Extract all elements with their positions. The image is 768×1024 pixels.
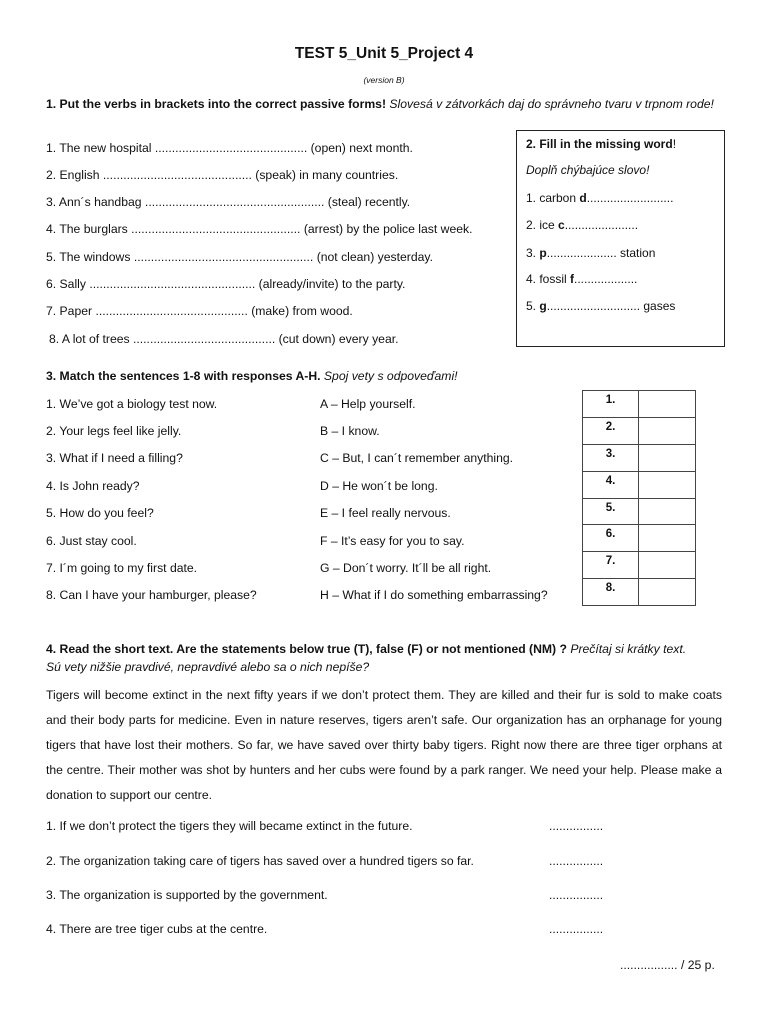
section1-item-4: 4. The burglars .................................................. (arrest) by the police last week.	[46, 222, 473, 236]
section2-item-3	[526, 246, 655, 260]
section1-heading-bold: 1. Put the verbs in brackets into the correct passive forms!	[46, 97, 387, 111]
statement-2-answer[interactable]: ................	[549, 854, 604, 868]
section1-item-7: 7. Paper ............................................. (make) from wood.	[46, 304, 353, 318]
answer-row	[583, 471, 696, 498]
response-c: C – But, I can´t remember anything.	[320, 451, 514, 465]
section2-item-4-letter: f	[570, 272, 575, 286]
section2-item-2-blank: ......................	[564, 218, 639, 232]
sentence-8: 8. Can I have your hamburger, please?	[46, 588, 257, 602]
section1-heading-italic: Slovesá v zátvorkách daj do správneho tvaru v trpnom rode!	[389, 97, 714, 111]
answer-row	[583, 391, 696, 418]
section2-heading	[526, 137, 676, 151]
answer-row	[583, 444, 696, 471]
section2-item-1-letter: d	[579, 191, 587, 205]
answer-number: 4.	[583, 471, 639, 498]
answer-cell[interactable]	[639, 391, 696, 418]
answer-number: 8.	[583, 579, 639, 606]
section2-item-5-blank: ............................ gases	[546, 299, 676, 313]
answer-cell[interactable]	[639, 579, 696, 606]
section4-heading	[46, 642, 686, 656]
answer-number: 6.	[583, 525, 639, 552]
response-d: D – He won´t be long.	[320, 479, 438, 493]
answer-cell[interactable]	[639, 552, 696, 579]
section2-item-5-letter: g	[539, 299, 547, 313]
response-h: H – What if I do something embarrassing?	[320, 588, 548, 602]
section3-heading-italic: Spoj vety s odpoveďami!	[323, 369, 458, 383]
response-g: G – Don´t worry. It´ll be all right.	[320, 561, 492, 575]
section1-item-3: 3. Ann´s handbag ..................................................... (steal) recently.	[46, 195, 411, 209]
statement-4: 4. There are tree tiger cubs at the centre.	[46, 922, 268, 936]
section4-heading-bold: 4. Read the short text. Are the statements below true (T), false (F) or not mentioned (NM) ?	[46, 642, 567, 656]
section2-item-4	[526, 272, 637, 286]
section1-item-2: 2. English ............................................ (speak) in many countries.	[46, 168, 399, 182]
version-label: (version B)	[363, 75, 405, 85]
answer-row	[583, 525, 696, 552]
section2-heading-bold: 2. Fill in the missing word	[526, 137, 673, 151]
section2-item-3-blank: ..................... station	[546, 246, 656, 260]
statement-2: 2. The organization taking care of tigers has saved over a hundred tigers so far.	[46, 854, 474, 868]
answer-number: 5.	[583, 498, 639, 525]
sentence-1: 1. We’ve got a biology test now.	[46, 397, 218, 411]
section2-item-3-letter: p	[539, 246, 547, 260]
answer-row	[583, 552, 696, 579]
section2-item-5	[526, 299, 675, 313]
answer-row	[583, 417, 696, 444]
section1-item-5: 5. The windows ..................................................... (not clean) yesterday.	[46, 250, 433, 264]
response-b: B – I know.	[320, 424, 380, 438]
sentence-2: 2. Your legs feel like jelly.	[46, 424, 182, 438]
answer-cell[interactable]	[639, 525, 696, 552]
answer-cell[interactable]	[639, 498, 696, 525]
section3-heading	[46, 369, 458, 383]
answer-number: 3.	[583, 444, 639, 471]
response-e: E – I feel really nervous.	[320, 506, 451, 520]
score-total: ................. / 25 p.	[620, 958, 715, 972]
answer-row	[583, 579, 696, 606]
answer-grid	[582, 390, 696, 606]
section2-heading-end: !	[672, 137, 677, 151]
reading-text: Tigers will become extinct in the next fifty years if we don’t protect them. They are killed and their fur is sold to make coats and their body parts for medicine. Even in nature reserves, tigers aren’t safe. Our organization has an orphanage for young tigers that have lost their mothers. So far, we have saved over thirty baby tigers. Right now there are three tiger orphans at the centre. Their mother was shot by hunters and her cubs were found by a park ranger. We need your help. Please make a donation to support our centre.	[46, 688, 722, 802]
answer-cell[interactable]	[639, 444, 696, 471]
section1-item-8: 8. A lot of trees .......................................... (cut down) every year.	[49, 332, 399, 346]
sentence-6: 6. Just stay cool.	[46, 534, 137, 548]
section2-item-3-pre: 3.	[526, 246, 540, 260]
section2-item-2	[526, 218, 638, 232]
section2-box	[516, 130, 725, 347]
statement-1-answer[interactable]: ................	[549, 819, 604, 833]
section2-item-2-pre: 2. ice	[526, 218, 559, 232]
statement-1: 1. If we don’t protect the tigers they will became extinct in the future.	[46, 819, 413, 833]
answer-cell[interactable]	[639, 417, 696, 444]
sentence-7: 7. I´m going to my first date.	[46, 561, 198, 575]
response-f: F – It’s easy for you to say.	[320, 534, 465, 548]
section2-item-4-pre: 4. fossil	[526, 272, 571, 286]
section2-item-1-blank: ..........................	[586, 191, 674, 205]
response-a: A – Help yourself.	[320, 397, 416, 411]
answer-number: 2.	[583, 417, 639, 444]
sentence-4: 4. Is John ready?	[46, 479, 140, 493]
section2-item-1	[526, 191, 673, 205]
section4-heading-italic-1: Prečítaj si krátky text.	[570, 642, 687, 656]
section1-item-1: 1. The new hospital ............................................. (open) next month.	[46, 141, 413, 155]
section2-subheading: Doplň chýbajúce slovo!	[526, 163, 650, 177]
statement-3-answer[interactable]: ................	[549, 888, 604, 902]
statement-4-answer[interactable]: ................	[549, 922, 604, 936]
sentence-5: 5. How do you feel?	[46, 506, 154, 520]
section1-item-6: 6. Sally ................................................. (already/invite) to the party.	[46, 277, 406, 291]
section2-item-2-letter: c	[558, 218, 565, 232]
test-title: TEST 5_Unit 5_Project 4	[294, 45, 474, 62]
answer-row	[583, 498, 696, 525]
answer-number: 1.	[583, 391, 639, 418]
section2-item-5-pre: 5.	[526, 299, 540, 313]
section2-item-1-pre: 1. carbon	[526, 191, 580, 205]
statement-3: 3. The organization is supported by the government.	[46, 888, 328, 902]
section4-heading-italic-2: Sú vety nižšie pravdivé, nepravdivé alebo sa o nich nepíše?	[46, 660, 370, 674]
answer-number: 7.	[583, 552, 639, 579]
sentence-3: 3. What if I need a filling?	[46, 451, 183, 465]
section1-heading	[46, 95, 726, 113]
section3-heading-bold: 3. Match the sentences 1-8 with responses A-H.	[46, 369, 321, 383]
section2-item-4-blank: ...................	[574, 272, 638, 286]
answer-cell[interactable]	[639, 471, 696, 498]
